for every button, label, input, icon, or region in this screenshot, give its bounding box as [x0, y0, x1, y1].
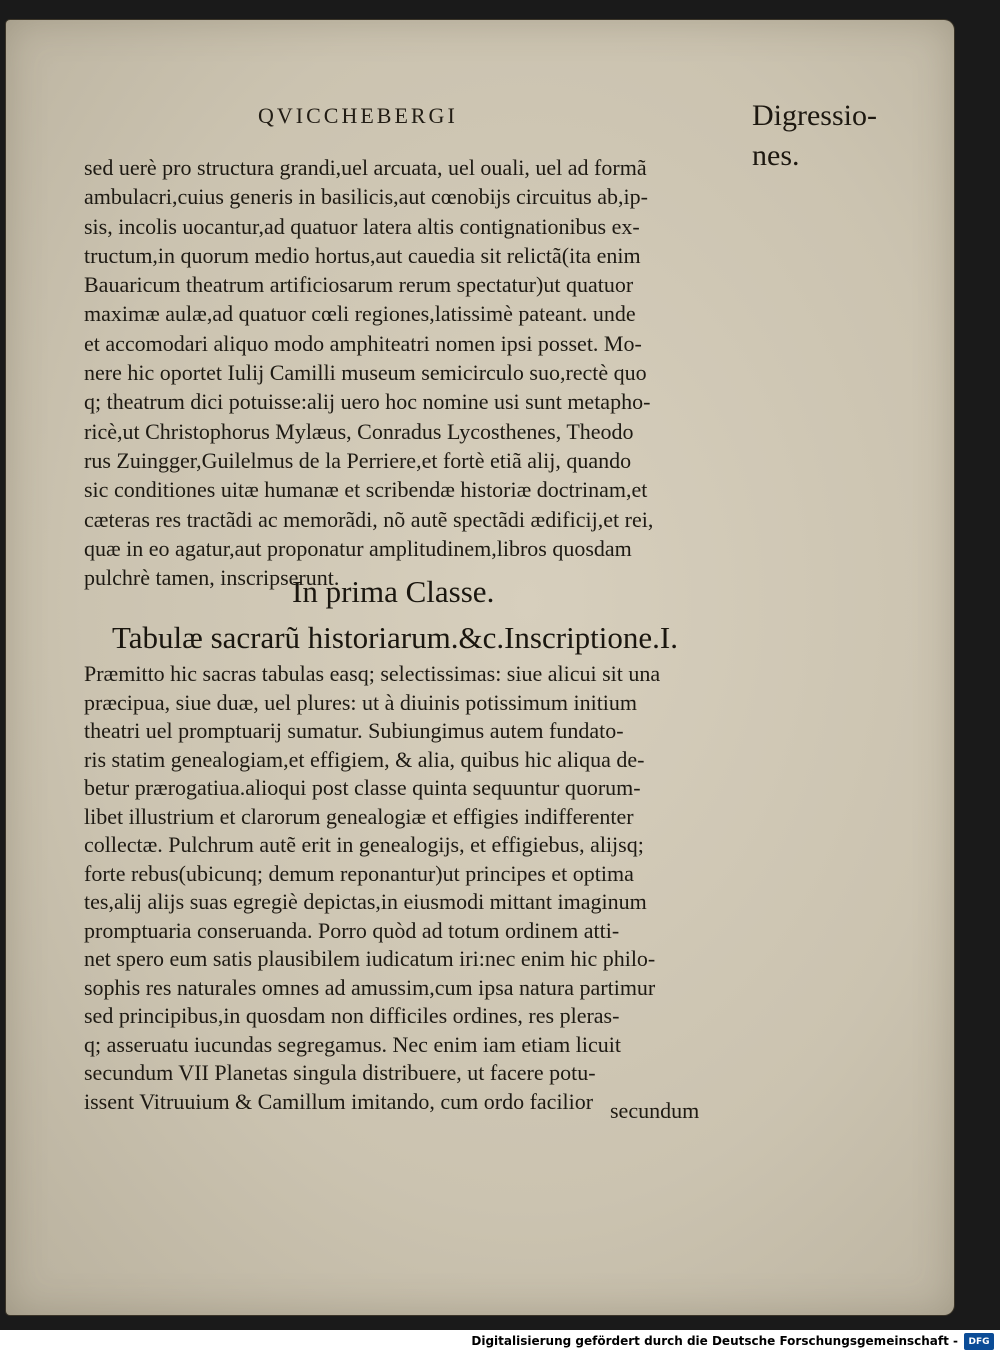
text-line: ris statim genealogiam,et effigiem, & alia, quibus hic aliqua de- [84, 746, 645, 772]
text-line: net spero eum satis plausibilem iudicatum iri:nec enim hic philo- [84, 946, 656, 971]
text-line: theatri uel promptuarij sumatur. Subiungimus autem fundato- [84, 718, 624, 743]
text-line: et accomodari aliquo modo amphiteatri nomen ipsi posset. Mo- [84, 330, 642, 356]
text-line: sic conditiones uitæ humanæ et scribendæ historiæ doctrinam,et [84, 477, 648, 503]
text-line: maximæ aulæ,ad quatuor cœli regiones,latissimè pateant. unde [84, 301, 636, 327]
text-line: quæ in eo agatur,aut proponatur amplitudinem,libros quosdam [84, 535, 632, 561]
text-line: cæteras res tractãdi ac memorãdi, nõ autẽ spectãdi ædificij,et rei, [84, 506, 654, 532]
text-line: tructum,in quorum medio hortus,aut cauedia sit relictã(ita enim [84, 242, 641, 268]
paragraph-praemitto [84, 660, 716, 1116]
text-line: collectæ. Pulchrum autẽ erit in genealogijs, et effigiebus, alijsq; [84, 832, 644, 857]
section-heading: In prima Classe. [292, 574, 495, 609]
catchword: secundum [610, 1098, 700, 1123]
marginal-note [752, 96, 902, 176]
text-line: betur prærogatiua.alioqui post classe quinta sequuntur quorum- [84, 775, 641, 800]
dfg-logo: DFG [964, 1333, 994, 1350]
funding-notice: Digitalisierung gefördert durch die Deutsche Forschungsgemeinschaft - [471, 1334, 958, 1348]
text-line: promptuaria conseruanda. Porro quòd ad totum ordinem atti- [84, 917, 620, 943]
text-line: sed principibus,in quosdam non difficiles ordines, res pleras- [84, 1003, 620, 1028]
text-line: issent Vitruuium & Camillum imitando, cum ordo facilior [84, 1088, 594, 1114]
running-head: QVICCHEBERGI [258, 103, 458, 128]
inscription-heading: Tabulæ sacrarũ historiarum.&c.Inscriptione.I. [112, 620, 678, 655]
text-line: libet illustrium et clarorum genealogiæ et effigies indifferenter [84, 803, 634, 829]
text-line: pulchrè tamen, inscripserunt. [84, 565, 340, 591]
text-line: secundum VII Planetas singula distribuere, ut facere potu- [84, 1060, 596, 1085]
text-line: tes,alij alijs suas egregiè depictas,in eiusmodi mittant imaginum [84, 889, 647, 914]
text-line: ricè,ut Christophorus Mylæus, Conradus Lycosthenes, Theodo [84, 418, 634, 444]
text-line: sophis res naturales omnes ad amussim,cum ipsa natura partimur [84, 974, 656, 1000]
text-line: Præmitto hic sacras tabulas easq; selectissimas: siue alicui sit una [84, 661, 661, 686]
marginal-note-line: nes. [752, 139, 800, 172]
text-line: nere hic oportet Iulij Camilli museum semicirculo suo,rectè quo [84, 360, 647, 386]
text-line: præcipua, siue duæ, uel plures: ut à diuinis potissimum initium [84, 689, 638, 715]
marginal-note-line: Digressio- [752, 99, 877, 132]
text-line: Bauaricum theatrum artificiosarum rerum spectatur)ut quatuor [84, 272, 634, 298]
paragraph-digressio [84, 153, 716, 592]
text-line: sis, incolis uocantur,ad quatuor latera altis contignationibus ex- [84, 213, 640, 239]
text-line: sed uerè pro structura grandi,uel arcuata, uel ouali, uel ad formã [84, 155, 647, 180]
text-line: q; asseruatu iucundas segregamus. Nec enim iam etiam licuit [84, 1031, 622, 1057]
footer-bar [0, 1330, 1000, 1354]
text-line: ambulacri,cuius generis in basilicis,aut cœnobijs circuitus ab,ip- [84, 184, 648, 210]
text-line: forte rebus(ubicunq; demum reponantur)ut principes et optima [84, 860, 634, 886]
text-line: rus Zuingger,Guilelmus de la Perriere,et fortè etiã alij, quando [84, 447, 632, 473]
text-line: q; theatrum dici potuisse:alij uero hoc nomine usi sunt metapho- [84, 389, 651, 415]
